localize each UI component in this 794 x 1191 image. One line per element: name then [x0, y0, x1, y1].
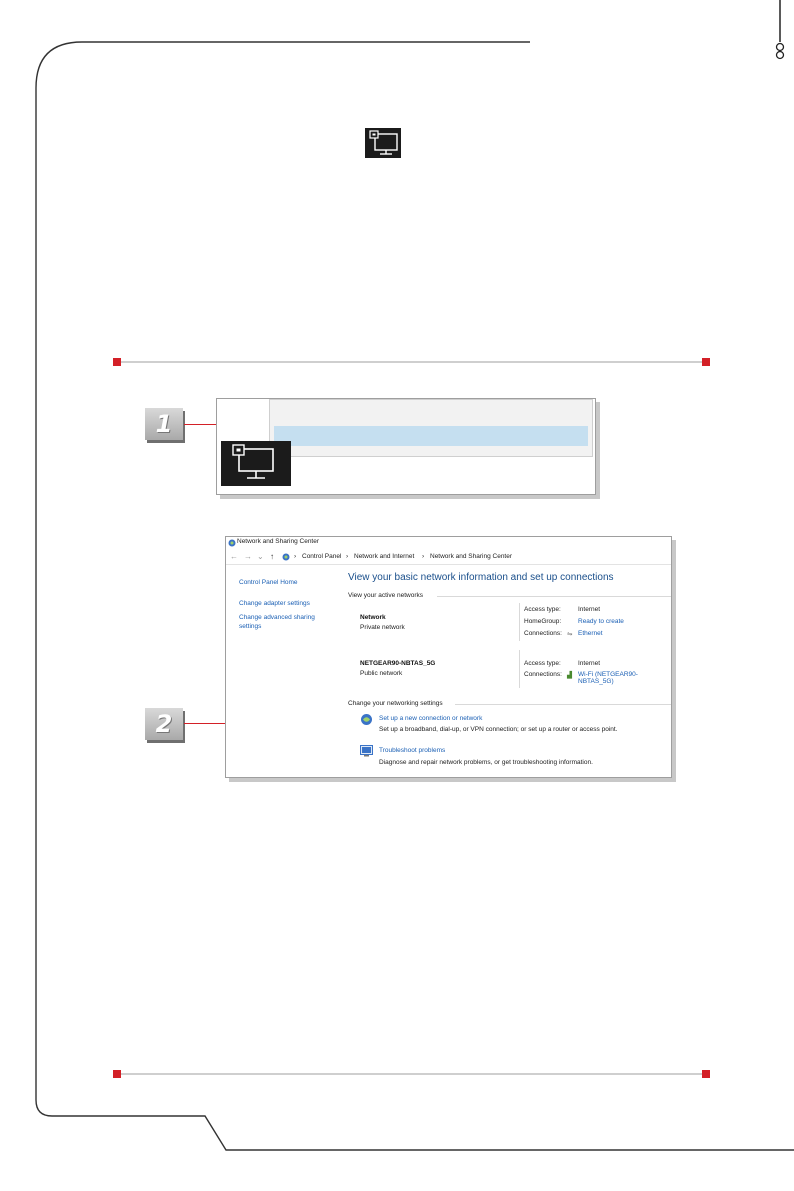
- rule-endpoint-left: [113, 1070, 121, 1078]
- network-divider: [519, 650, 520, 688]
- cut-marker-icon: [773, 0, 787, 60]
- ethernet-icon: ⇋: [567, 631, 573, 638]
- breadcrumb-sep-icon: ›: [422, 553, 425, 560]
- rule-endpoint-left: [113, 358, 121, 366]
- active-networks-divider: [437, 596, 671, 597]
- taskbar-network-icon[interactable]: [221, 441, 291, 486]
- network-type: Private network: [360, 624, 405, 631]
- troubleshoot-link[interactable]: Troubleshoot problems: [379, 747, 446, 754]
- window-title: Network and Sharing Center: [237, 538, 320, 545]
- connections-label: Connections:: [524, 671, 562, 678]
- access-type-value: Internet: [578, 660, 601, 667]
- troubleshoot-icon: [360, 745, 373, 757]
- section-divider: [121, 361, 702, 363]
- network-center-icon: [228, 539, 236, 547]
- access-type-label: Access type:: [524, 606, 561, 613]
- network-name: Network: [360, 614, 386, 621]
- setup-connection-link[interactable]: Set up a new connection or network: [379, 715, 483, 722]
- step-badge-2: 2: [145, 708, 183, 740]
- network-divider: [519, 603, 520, 641]
- page-heading: View your basic network information and set up connections: [348, 572, 614, 583]
- network-type: Public network: [360, 670, 403, 677]
- homegroup-link[interactable]: Ready to create: [578, 618, 624, 625]
- recent-dropdown-icon[interactable]: ⌄: [257, 552, 264, 561]
- sidebar-link-advanced-sharing[interactable]: Change advanced sharing: [239, 614, 315, 621]
- wifi-connection-link[interactable]: Wi-Fi (NETGEAR90-NBTAS_5G): [578, 671, 638, 685]
- forward-arrow-icon[interactable]: →: [244, 552, 252, 561]
- step-badge-1: 1: [145, 408, 183, 440]
- network-name: NETGEAR90-NBTAS_5G: [360, 660, 436, 667]
- breadcrumb-control-panel[interactable]: Control Panel: [302, 553, 342, 560]
- sidebar-link-advanced-sharing-2[interactable]: settings: [239, 623, 262, 630]
- wifi-signal-icon: ▟: [567, 672, 572, 679]
- context-menu: [269, 399, 593, 457]
- access-type-label: Access type:: [524, 660, 561, 667]
- network-sharing-center-window: [225, 536, 672, 778]
- breadcrumb-network-icon: [282, 553, 290, 561]
- up-arrow-icon[interactable]: ↑: [270, 552, 274, 561]
- active-networks-label: View your active networks: [348, 592, 424, 599]
- back-arrow-icon[interactable]: ←: [230, 552, 238, 561]
- breadcrumb-network-internet[interactable]: Network and Internet: [354, 553, 415, 560]
- troubleshoot-desc: Diagnose and repair network problems, or get troubleshooting information.: [379, 759, 593, 766]
- window-titlebar: [226, 537, 671, 549]
- access-type-value: Internet: [578, 606, 601, 613]
- context-menu-item-open-network-settings[interactable]: [274, 426, 588, 446]
- homegroup-label: HomeGroup:: [524, 618, 562, 625]
- address-bar: [226, 551, 671, 565]
- change-settings-divider: [455, 704, 671, 705]
- section-divider: [121, 1073, 702, 1075]
- new-connection-icon: [360, 713, 373, 726]
- network-monitor-icon: [365, 128, 401, 158]
- breadcrumb-sep-icon: ›: [294, 553, 297, 560]
- connections-label: Connections:: [524, 630, 562, 637]
- tray-context-screenshot: [216, 398, 596, 495]
- sidebar-link-adapter-settings[interactable]: Change adapter settings: [239, 600, 310, 607]
- breadcrumb-sep-icon: ›: [346, 553, 349, 560]
- setup-connection-desc: Set up a broadband, dial-up, or VPN connection; or set up a router or access point.: [379, 726, 618, 733]
- change-settings-label: Change your networking settings: [348, 700, 443, 707]
- rule-endpoint-right: [702, 358, 710, 366]
- breadcrumb-network-sharing[interactable]: Network and Sharing Center: [430, 553, 513, 560]
- ethernet-connection-link[interactable]: Ethernet: [578, 630, 603, 637]
- rule-endpoint-right: [702, 1070, 710, 1078]
- sidebar-link-control-panel-home[interactable]: Control Panel Home: [239, 579, 298, 586]
